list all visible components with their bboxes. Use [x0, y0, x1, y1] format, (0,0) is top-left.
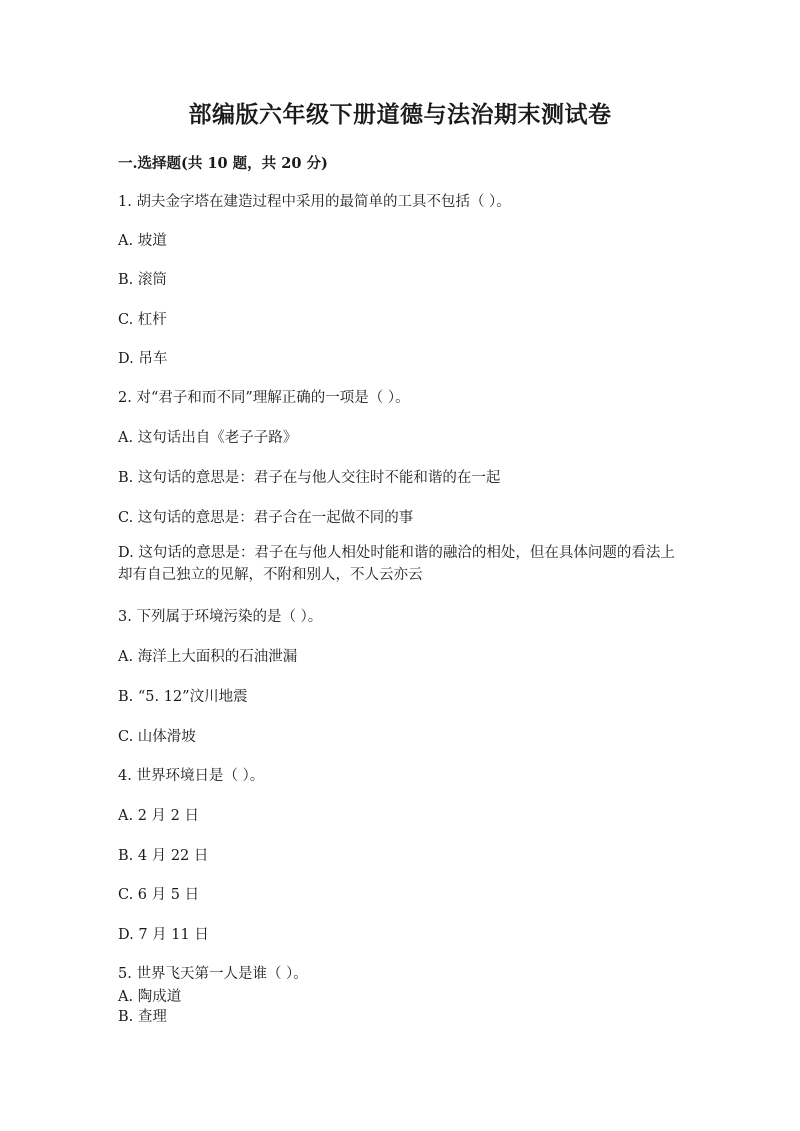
page-title: 部编版六年级下册道德与法治期末测试卷 [188, 101, 612, 128]
question-stem: 2. 对“君子和而不同”理解正确的一项是（ ）。 [118, 390, 410, 406]
answer-option: D. 吊车 [118, 351, 168, 367]
answer-option: A. 坡道 [118, 233, 167, 249]
answer-option: B. 查理 [118, 1009, 167, 1025]
answer-option: B. 这句话的意思是：君子在与他人交往时不能和谐的在一起 [118, 470, 501, 486]
answer-option: C. 山体滑坡 [118, 729, 196, 745]
answer-option: A. 海洋上大面积的石油泄漏 [118, 649, 298, 665]
answer-option: D. 7 月 11 日 [118, 927, 209, 943]
answer-option: B. 4 月 22 日 [118, 848, 209, 864]
answer-option: B. 滚筒 [118, 272, 167, 288]
answer-option: C. 6 月 5 日 [118, 887, 200, 903]
question-stem: 5. 世界飞天第一人是谁（ ）。 [118, 966, 308, 982]
answer-option: A. 2 月 2 日 [118, 808, 199, 824]
answer-option: A. 这句话出自《老子子路》 [118, 430, 298, 446]
question-stem: 3. 下列属于环境污染的是（ ）。 [118, 609, 323, 625]
answer-option: A. 陶成道 [118, 989, 182, 1005]
section-heading: 一.选择题(共 10 题，共 20 分) [118, 155, 328, 172]
answer-option: D. 这句话的意思是：君子在与他人相处时能和谐的融洽的相处，但在具体问题的看法上却有自己独立的见解，不附和别人，不人云亦云 [118, 545, 675, 583]
question-stem: 4. 世界环境日是（ ）。 [118, 768, 265, 784]
answer-option: C. 这句话的意思是：君子合在一起做不同的事 [118, 510, 414, 526]
answer-option: C. 杠杆 [118, 312, 167, 328]
question-stem: 1. 胡夫金字塔在建造过程中采用的最简单的工具不包括（ ）。 [118, 194, 511, 210]
answer-option: B. “5. 12”汶川地震 [118, 689, 248, 705]
